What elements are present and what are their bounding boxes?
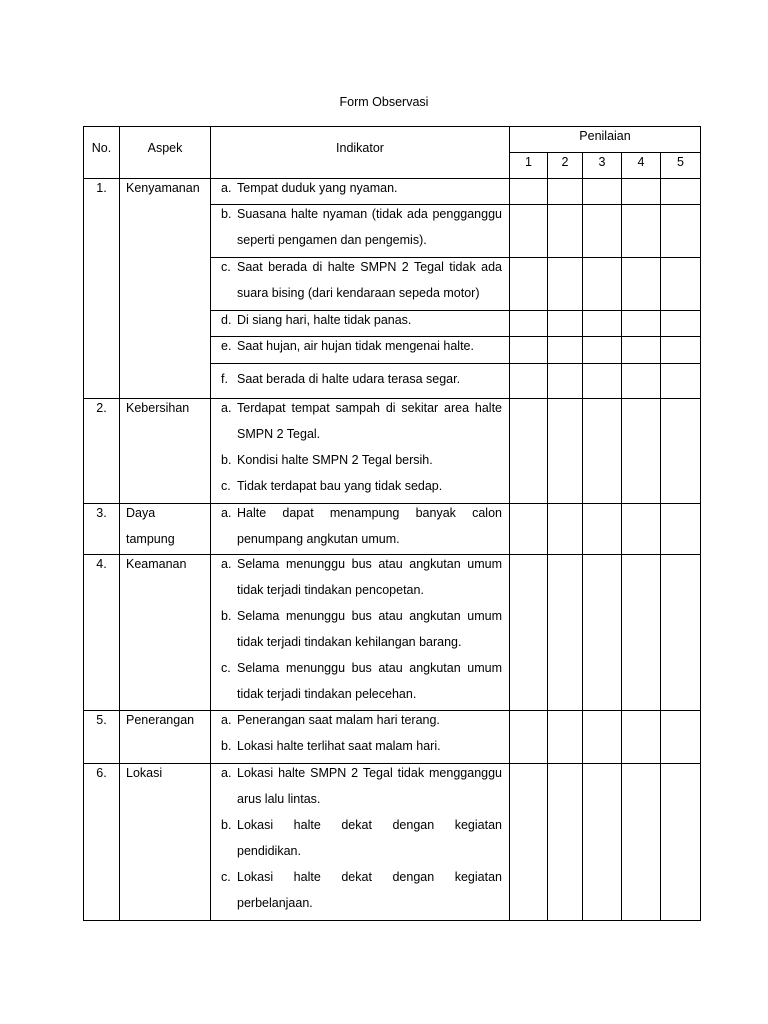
indicator-letter: c.	[221, 661, 231, 675]
indicator-item	[221, 707, 502, 733]
header-score-3: 3	[583, 153, 622, 179]
no-cell	[84, 504, 120, 555]
indicator-item	[221, 175, 502, 201]
score-cell	[622, 399, 661, 504]
score-cell	[548, 555, 583, 711]
score-cell	[661, 399, 701, 504]
row-number: 4.	[96, 557, 107, 571]
indicator-text: Saat berada di halte SMPN 2 Tegal tidak ada	[237, 260, 502, 274]
indicator-text: Suasana halte nyaman (tidak ada pengganggu	[237, 207, 502, 221]
aspek-cell	[120, 179, 211, 399]
indicator-text: Lokasi halte SMPN 2 Tegal tidak mengganggu	[237, 766, 502, 780]
indicator-letter: b.	[221, 818, 232, 832]
aspek-label: Kebersihan	[126, 401, 190, 415]
indicator-text: Halte dapat menampung banyak calon	[237, 506, 502, 520]
score-cell	[622, 179, 661, 205]
indicator-text: tidak terjadi tindakan kehilangan barang.	[237, 635, 462, 649]
score-cell	[548, 205, 583, 258]
aspek-label: Daya tampung	[126, 506, 175, 546]
indicator-item	[221, 473, 502, 499]
indicator-letter: b.	[221, 609, 232, 623]
table-row	[84, 399, 701, 504]
score-cell	[548, 311, 583, 337]
indicator-item	[221, 603, 502, 655]
indikator-cell	[211, 205, 510, 258]
indicator-text: Selama menunggu bus atau angkutan umum	[237, 661, 502, 675]
score-cell	[548, 711, 583, 764]
score-cell	[510, 555, 548, 711]
aspek-label: Lokasi	[126, 766, 163, 780]
indicator-letter: c.	[221, 479, 231, 493]
score-cell	[622, 555, 661, 711]
indicator-letter: a.	[221, 713, 232, 727]
table-row	[84, 711, 701, 764]
indicator-item	[221, 500, 502, 552]
aspek-label: Kenyamanan	[126, 181, 200, 195]
indicator-text: Selama menunggu bus atau angkutan umum	[237, 609, 502, 623]
score-cell	[622, 764, 661, 921]
indicator-text: Penerangan saat malam hari terang.	[237, 713, 440, 727]
score-cell	[661, 205, 701, 258]
score-cell	[622, 364, 661, 399]
indicator-text: arus lalu lintas.	[237, 792, 321, 806]
score-cell	[583, 258, 622, 311]
indicator-letter: b.	[221, 207, 232, 221]
score-cell	[510, 258, 548, 311]
indicator-item	[221, 551, 502, 603]
indicator-text: Lokasi halte dekat dengan kegiatan	[237, 818, 502, 832]
indikator-cell	[211, 364, 510, 399]
score-cell	[622, 258, 661, 311]
indicator-text: pendidikan.	[237, 844, 301, 858]
indikator-cell	[211, 399, 510, 504]
indicator-item	[221, 395, 502, 447]
indicator-item	[221, 760, 502, 812]
indicator-letter: a.	[221, 506, 232, 520]
indicator-text: Lokasi halte terlihat saat malam hari.	[237, 739, 441, 753]
score-cell	[583, 179, 622, 205]
score-cell	[622, 711, 661, 764]
score-cell	[661, 258, 701, 311]
indicator-text: seperti pengamen dan pengemis).	[237, 233, 427, 247]
indicator-text: Selama menunggu bus atau angkutan umum	[237, 557, 502, 571]
score-cell	[510, 364, 548, 399]
indicator-text: tidak terjadi tindakan pencopetan.	[237, 583, 424, 597]
score-cell	[510, 504, 548, 555]
no-cell	[84, 555, 120, 711]
score-cell	[583, 555, 622, 711]
indicator-text: Di siang hari, halte tidak panas.	[237, 313, 412, 327]
score-cell	[583, 311, 622, 337]
indicator-text: penumpang angkutan umum.	[237, 532, 400, 546]
observation-table	[83, 126, 701, 921]
indicator-letter: a.	[221, 557, 232, 571]
indicator-text: Tidak terdapat bau yang tidak sedap.	[237, 479, 443, 493]
score-cell	[661, 555, 701, 711]
score-cell	[510, 399, 548, 504]
score-cell	[661, 364, 701, 399]
aspek-cell	[120, 555, 211, 711]
indicator-text: Terdapat tempat sampah di sekitar area halte	[237, 401, 502, 415]
page-title: Form Observasi	[339, 95, 429, 109]
indicator-item	[221, 864, 502, 916]
aspek-label: Penerangan	[126, 713, 195, 727]
row-number: 6.	[96, 766, 107, 780]
score-cell	[510, 337, 548, 364]
score-cell	[548, 504, 583, 555]
indicator-letter: b.	[221, 453, 232, 467]
score-cell	[583, 504, 622, 555]
indicator-letter: f.	[221, 372, 228, 386]
indicator-text: tidak terjadi tindakan pelecehan.	[237, 687, 417, 701]
indicator-text: Saat berada di halte udara terasa segar.	[237, 372, 461, 386]
score-cell	[583, 399, 622, 504]
indicator-text: perbelanjaan.	[237, 896, 313, 910]
no-cell	[84, 179, 120, 399]
indicator-item	[221, 447, 502, 473]
score-cell	[661, 337, 701, 364]
score-cell	[510, 205, 548, 258]
score-cell	[548, 179, 583, 205]
score-cell	[622, 337, 661, 364]
indikator-cell	[211, 555, 510, 711]
no-cell	[84, 399, 120, 504]
row-number: 1.	[96, 181, 107, 195]
aspek-label: Keamanan	[126, 557, 187, 571]
score-cell	[622, 504, 661, 555]
score-cell	[661, 311, 701, 337]
header-row	[84, 127, 701, 153]
indicator-letter: d.	[221, 313, 232, 327]
score-cell	[510, 711, 548, 764]
score-cell	[510, 764, 548, 921]
indicator-text: suara bising (dari kendaraan sepeda motor)	[237, 286, 480, 300]
indicator-letter: c.	[221, 870, 231, 884]
indicator-item	[221, 307, 502, 333]
score-cell	[583, 364, 622, 399]
header-no: No.	[84, 127, 120, 179]
indicator-text: Saat hujan, air hujan tidak mengenai halte.	[237, 339, 474, 353]
table-row	[84, 555, 701, 711]
header-score-5: 5	[661, 153, 701, 179]
table-row	[84, 764, 701, 921]
aspek-cell	[120, 504, 211, 555]
indicator-letter: a.	[221, 401, 232, 415]
indicator-item	[221, 812, 502, 864]
score-cell	[510, 311, 548, 337]
indikator-cell	[211, 711, 510, 764]
indikator-cell	[211, 258, 510, 311]
score-cell	[661, 504, 701, 555]
score-cell	[661, 711, 701, 764]
indicator-item	[221, 201, 502, 253]
indicator-letter: b.	[221, 739, 232, 753]
score-cell	[661, 179, 701, 205]
indicator-letter: a.	[221, 181, 232, 195]
row-number: 2.	[96, 401, 107, 415]
header-penilaian: Penilaian	[510, 127, 701, 153]
header-score-2: 2	[548, 153, 583, 179]
header-aspek: Aspek	[120, 127, 211, 179]
score-cell	[622, 205, 661, 258]
score-cell	[583, 337, 622, 364]
score-cell	[583, 205, 622, 258]
score-cell	[548, 764, 583, 921]
indicator-item	[221, 366, 502, 392]
aspek-cell	[120, 399, 211, 504]
indicator-text: Tempat duduk yang nyaman.	[237, 181, 398, 195]
indikator-cell	[211, 337, 510, 364]
aspek-cell	[120, 711, 211, 764]
header-score-1: 1	[510, 153, 548, 179]
score-cell	[548, 337, 583, 364]
aspek-cell	[120, 764, 211, 921]
header-score-4: 4	[622, 153, 661, 179]
score-cell	[510, 179, 548, 205]
indicator-letter: a.	[221, 766, 232, 780]
no-cell	[84, 764, 120, 921]
indikator-cell	[211, 764, 510, 921]
score-cell	[661, 764, 701, 921]
header-indikator: Indikator	[211, 127, 510, 179]
score-cell	[548, 258, 583, 311]
score-cell	[548, 399, 583, 504]
score-cell	[622, 311, 661, 337]
table-row	[84, 504, 701, 555]
indicator-text: Kondisi halte SMPN 2 Tegal bersih.	[237, 453, 433, 467]
row-number: 5.	[96, 713, 107, 727]
no-cell	[84, 711, 120, 764]
indicator-letter: c.	[221, 260, 231, 274]
indicator-item	[221, 254, 502, 306]
indicator-item	[221, 333, 502, 359]
row-number: 3.	[96, 506, 107, 520]
score-cell	[583, 711, 622, 764]
indicator-item	[221, 733, 502, 759]
score-cell	[583, 764, 622, 921]
indikator-cell	[211, 504, 510, 555]
indicator-text: Lokasi halte dekat dengan kegiatan	[237, 870, 502, 884]
indicator-letter: e.	[221, 339, 232, 353]
indicator-text: SMPN 2 Tegal.	[237, 427, 321, 441]
score-cell	[548, 364, 583, 399]
indicator-item	[221, 655, 502, 707]
